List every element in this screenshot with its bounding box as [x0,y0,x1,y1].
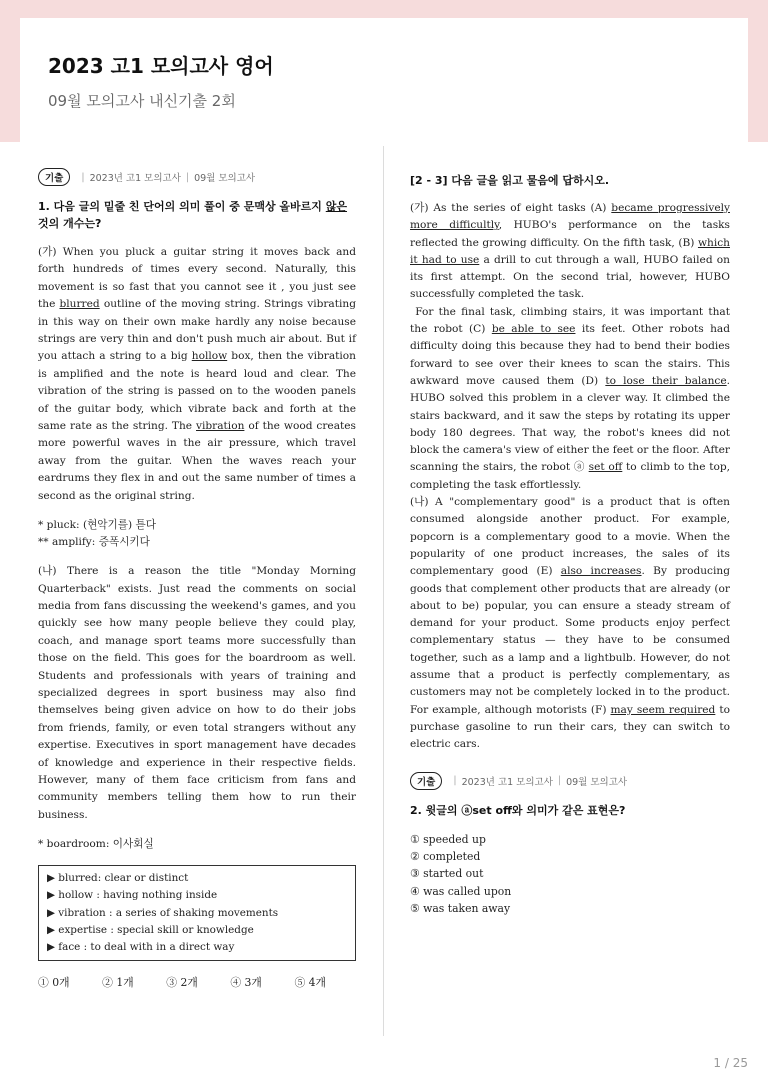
note-amplify: ** amplify: 증폭시키다 [38,536,150,549]
vocab-item: ▶ blurred: clear or distinct [47,872,189,885]
rb-text-2: . By producing goods that complement other products that are already (or about to be) popular, you can ensure a steady stream of demand for your product. Some products enjoy perfect complementary status — they have to be consumed together, such as a lamp and a lightbulb. However, do not assume that a product is perfectly complementary, as customers may not be completely locked in to the product. For example, although motorists (F) [410,565,730,716]
pa-text-2: outline of the moving string. Strings vibrating in this way on their own make hardly any noise because strings are very thin and don't push much air about. But if you attach a string to a big [38,298,356,363]
q2-title: 2. 윗글의 ⓐset off와 의미가 같은 표현은? [410,803,626,817]
q1-passage-b: (나) There is a reason the title "Monday Morning Quarterback" exists. Just read the comments on social media from fans discussing the weekend's games, and you quickly see how many people believe they could play, coach, and manage sport teams more successfully than those on the field. This goes for the boardroom as well. Students and professionals with years of training and specialized degrees in sport business may also find themselves being given advice on how to do their jobs from friends, family, or even total strangers without any expertise. Executives in sport management have decades of knowledge and experience in their respective fields. However, many of them face criticism from fans and community members telling them how to run their business. [38,565,356,821]
right-column [410,168,730,918]
q1-meta: 기출 | 2023년 고1 모의고사 | 09월 모의고사 [38,168,356,186]
ra2-underline-d: to lose their balance [605,374,727,387]
q1-meta-month: 09월 모의고사 [194,173,256,184]
q1-notes-a [38,517,356,551]
q1-title [38,198,356,232]
column-divider [383,146,384,1036]
q2-meta-exam: 2023년 고1 모의고사 [461,776,553,788]
ra-text-1: (가) As the series of eight tasks (A) [410,202,612,214]
pa-underline-blurred: blurred [59,298,100,311]
ra-underline-a: became progressively more difficultly [410,202,730,232]
q2-meta: 기출 | 2023년 고1 모의고사 | 09월 모의고사 [410,772,730,790]
left-column [38,168,356,990]
mark-a: ⓐ [573,461,585,474]
pa-underline-vibration: vibration [196,420,245,433]
q2-choice-2[interactable]: ② completed [410,849,481,863]
q1-title-pre: 1. 다음 글의 밑줄 친 단어의 의미 풀이 중 문맥상 [38,200,280,213]
note-boardroom: * boardroom: 이사회실 [38,838,154,851]
ra-underline-b: which it had to use [410,236,730,266]
q2-choice-5[interactable]: ⑤ was taken away [410,902,511,916]
pa-text-4: of the wood creates more powerful waves in the air pressure, which travel away from the guitar. When the waves reach your eardrums they flex in and out the same number of times a second as the original string. [38,420,356,502]
page-subtitle: 09월 모의고사 내신기출 2회 [48,92,236,110]
q1-title-underlined: 않은 [325,200,348,213]
ra2-text-4: to climb to the top, completing the task effortlessly. [410,461,731,491]
q23-title: [2 - 3] 다음 글을 읽고 물음에 답하시오. [410,174,610,187]
q1-choice-3[interactable]: ③ 2개 [166,976,198,990]
vocab-item: ▶ hollow : having nothing inside [47,889,218,902]
q1-passage-a [38,244,356,505]
q1-source-badge: 기출 [38,168,70,186]
q1-choice-5[interactable]: ⑤ 4개 [294,976,326,990]
vocab-item: ▶ vibration : a series of shaking movements [47,906,279,919]
q2-meta-month: 09월 모의고사 [566,776,628,788]
q1-choice-1[interactable]: ① 0개 [38,976,70,990]
q23-passage-a [410,200,730,754]
page-number: 1 / 25 [713,1056,748,1070]
note-pluck: * pluck: (현악기를) 튿다 [38,519,156,532]
rb-text-1: (나) A "complementary good" is a product that is often consumed alongside another product. For example, popcorn is a complementary good to a movie. When the popularity of one product increases, the sales of its complementary good (E) [410,496,730,578]
q2-block [410,772,730,918]
q2-choice-3[interactable]: ③ started out [410,867,484,881]
q2-source-badge: 기출 [410,772,442,790]
q1-choice-2[interactable]: ② 1개 [102,976,134,990]
rb-underline-e: also increases [560,565,642,578]
ra2-text-2: its feet. Other robots had difficulty doing this because they had to bend their bodies forward to see over their knees to scan the stairs. This awkward move caused them (D) [410,323,730,387]
ra-text-2: , HUBO's performance on the tasks reflected the growing difficulty. On the fifth task, (B) [410,219,730,249]
rb-text-3: to purchase gasoline to run their cars, they can switch to electric cars. [410,703,730,751]
q2-choices [410,831,730,918]
ra-text-3: a drill to cut through a wall, HUBO failed on its first attempt. On the second trial, however, HUBO successfully completed the task. [410,253,730,301]
q1-choice-4[interactable]: ④ 3개 [230,976,262,990]
q1-title-mid: 올바르지 [279,200,326,213]
ra-para2 [410,306,730,491]
ra2-text-1: For the final task, climbing stairs, it was important that the robot (C) [410,305,730,336]
q2-choice-1[interactable]: ① speeded up [410,832,486,846]
q1-title-post: 것의 개수는? [38,217,102,230]
page-title: 2023 고1 모의고사 영어 [48,54,274,78]
ra2-text-3: . HUBO solved this problem in a clever way. It climbed the stairs backward, and it saw the steps by rotating its upper body 180 degrees. That way, the robot's knees did not block the camera's view of either the feet or the floor. After scanning the stairs, the robot [410,374,730,474]
vocab-box [38,865,356,961]
pa-underline-hollow: hollow [191,350,228,363]
q1-meta-exam: 2023년 고1 모의고사 [89,173,181,184]
pa-text-3: box, then the vibration is amplified and the note is heard loud and clear. The vibration of the string is passed on to the wooden panels of the guitar body, which vibrate back and forth at the same rate as the string. The [38,350,356,433]
ra2-underline-c: be able to see [491,323,576,336]
q2-choice-4[interactable]: ④ was called upon [410,884,512,898]
vocab-item: ▶ face : to deal with in a direct way [47,941,235,953]
q1-choices [38,975,356,990]
pa-text-1: (가) When you pluck a guitar string it moves back and forth hundreds of times every second. Naturally, this movement is so fast that you cannot see it , you just see the [38,246,356,311]
ra2-underline-setoff: set off [588,461,623,474]
rb-underline-f: may seem required [610,703,716,716]
vocab-item: ▶ expertise : special skill or knowledge [47,923,254,936]
header-card [20,18,748,142]
